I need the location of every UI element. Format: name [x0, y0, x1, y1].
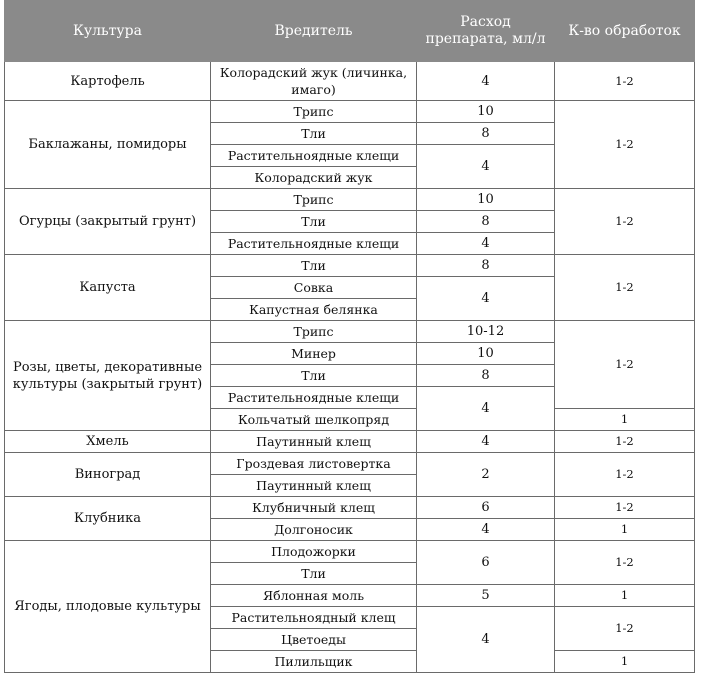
pest-cell: Кольчатый шелкопряд: [211, 409, 417, 431]
pest-cell: Колорадский жук (личинка, имаго): [211, 62, 417, 101]
pest-cell: Пилильщик: [211, 651, 417, 673]
count-cell: 1-2: [555, 431, 695, 453]
dose-cell: 4: [417, 145, 555, 189]
dose-cell: 10-12: [417, 321, 555, 343]
dose-cell: 5: [417, 585, 555, 607]
dose-cell: 6: [417, 541, 555, 585]
pest-cell: Трипс: [211, 321, 417, 343]
dose-cell: 4: [417, 607, 555, 673]
table-row: [5, 453, 695, 475]
count-cell: 1: [555, 651, 695, 673]
header-row: [5, 1, 695, 62]
count-cell: 1: [555, 585, 695, 607]
count-cell: 1-2: [555, 62, 695, 101]
pest-cell: Трипс: [211, 189, 417, 211]
pest-cell: Тли: [211, 123, 417, 145]
table-row: [5, 541, 695, 563]
dose-cell: 8: [417, 255, 555, 277]
table-row: [5, 431, 695, 453]
count-cell: 1-2: [555, 453, 695, 497]
pest-cell: Гроздевая листовертка: [211, 453, 417, 475]
pest-cell: Растительноядные клещи: [211, 233, 417, 255]
pest-cell: Яблонная моль: [211, 585, 417, 607]
dose-cell: 4: [417, 233, 555, 255]
crop-cell: Хмель: [5, 431, 211, 453]
table-row: [5, 62, 695, 101]
dose-cell: 10: [417, 189, 555, 211]
table-row: [5, 101, 695, 123]
crop-cell: Ягоды, плодовые культуры: [5, 541, 211, 673]
pest-cell: Трипс: [211, 101, 417, 123]
pest-cell: Растительноядные клещи: [211, 145, 417, 167]
pesticide-table: [4, 0, 695, 673]
dose-cell: 8: [417, 211, 555, 233]
dose-cell: 4: [417, 277, 555, 321]
pest-cell: Растительноядные клещи: [211, 387, 417, 409]
crop-cell: Баклажаны, помидоры: [5, 101, 211, 189]
pest-cell: Капустная белянка: [211, 299, 417, 321]
crop-cell: Виноград: [5, 453, 211, 497]
pest-cell: Тли: [211, 365, 417, 387]
dose-cell: 10: [417, 343, 555, 365]
pest-cell: Совка: [211, 277, 417, 299]
pest-cell: Колорадский жук: [211, 167, 417, 189]
count-cell: 1: [555, 409, 695, 431]
pest-cell: Паутинный клещ: [211, 431, 417, 453]
dose-cell: 4: [417, 387, 555, 431]
pest-cell: Паутинный клещ: [211, 475, 417, 497]
dose-cell: 8: [417, 123, 555, 145]
dose-cell: 4: [417, 431, 555, 453]
dose-cell: 4: [417, 519, 555, 541]
pest-cell: Плодожорки: [211, 541, 417, 563]
crop-cell: Капуста: [5, 255, 211, 321]
header-count: К-во обработок: [555, 1, 695, 62]
header-dose: Расход препарата, мл/л: [417, 1, 555, 62]
pest-cell: Долгоносик: [211, 519, 417, 541]
crop-cell: Огурцы (закрытый грунт): [5, 189, 211, 255]
pest-cell: Тли: [211, 211, 417, 233]
count-cell: 1: [555, 519, 695, 541]
pest-cell: Тли: [211, 255, 417, 277]
dose-cell: 2: [417, 453, 555, 497]
table-row: [5, 255, 695, 277]
pest-cell: Цветоеды: [211, 629, 417, 651]
count-cell: 1-2: [555, 497, 695, 519]
header-crop: Культура: [5, 1, 211, 62]
crop-cell: Картофель: [5, 62, 211, 101]
pest-cell: Минер: [211, 343, 417, 365]
count-cell: 1-2: [555, 101, 695, 189]
dose-cell: 10: [417, 101, 555, 123]
count-cell: 1-2: [555, 607, 695, 651]
pest-cell: Растительноядный клещ: [211, 607, 417, 629]
table-row: [5, 189, 695, 211]
count-cell: 1-2: [555, 255, 695, 321]
count-cell: 1-2: [555, 541, 695, 585]
dose-cell: 4: [417, 62, 555, 101]
pest-cell: Тли: [211, 563, 417, 585]
dose-cell: 8: [417, 365, 555, 387]
dose-cell: 6: [417, 497, 555, 519]
pest-cell: Клубничный клещ: [211, 497, 417, 519]
table-row: [5, 321, 695, 343]
table-row: [5, 497, 695, 519]
header-pest: Вредитель: [211, 1, 417, 62]
crop-cell: Розы, цветы, декоративные культуры (закрытый грунт): [5, 321, 211, 431]
count-cell: 1-2: [555, 189, 695, 255]
count-cell: 1-2: [555, 321, 695, 409]
crop-cell: Клубника: [5, 497, 211, 541]
